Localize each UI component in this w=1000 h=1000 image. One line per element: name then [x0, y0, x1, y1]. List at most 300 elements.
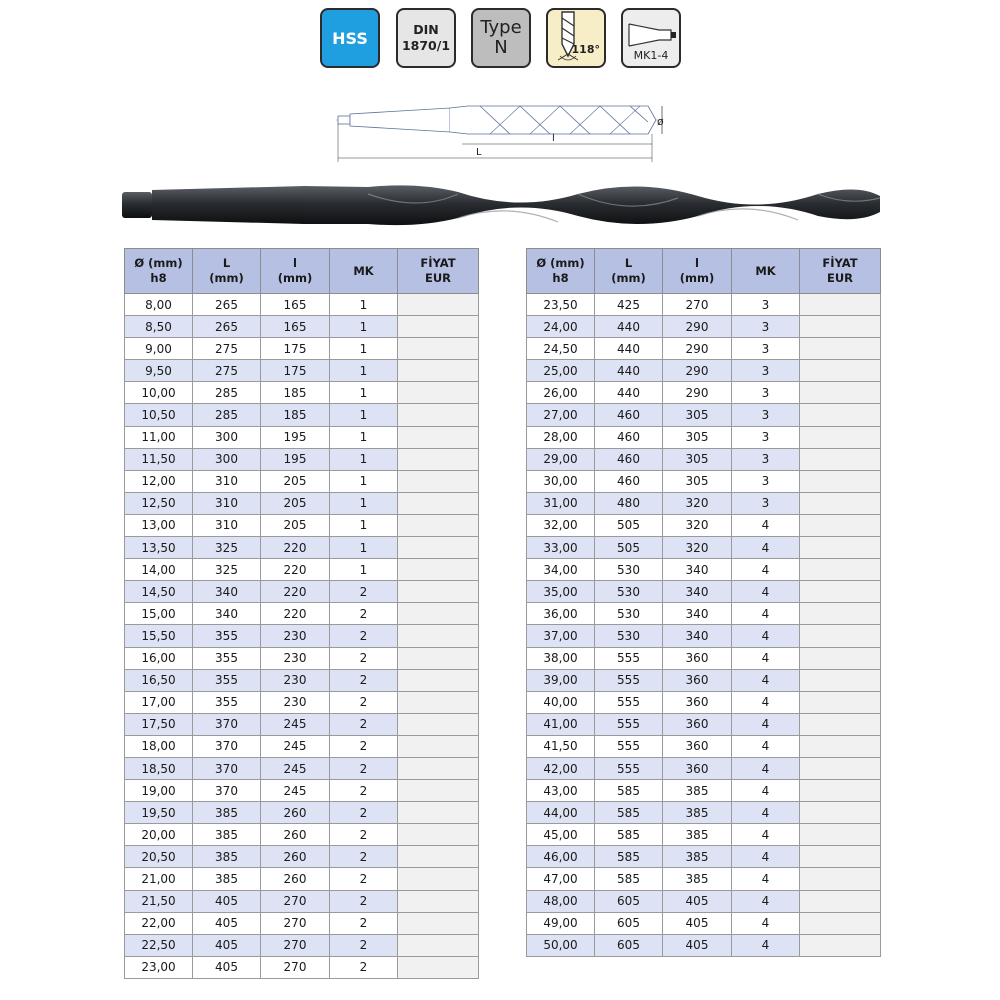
- table-row: [527, 868, 881, 890]
- cell-diameter: 27,00: [527, 404, 595, 426]
- cell-mk: 3: [732, 338, 800, 360]
- table-row: [125, 448, 479, 470]
- cell-price: [398, 382, 479, 404]
- cell-mk: 2: [330, 846, 398, 868]
- cell-mk: 2: [330, 647, 398, 669]
- cell-price: [800, 625, 881, 647]
- header-price: FİYAT EUR: [800, 249, 881, 294]
- cell-diameter: 31,00: [527, 492, 595, 514]
- cell-flute-length: 385: [663, 780, 732, 802]
- cell-price: [800, 757, 881, 779]
- cell-mk: 2: [330, 757, 398, 779]
- header-diameter: Ø (mm) h8: [125, 249, 193, 294]
- cell-flute-length: 290: [663, 316, 732, 338]
- cell-diameter: 21,00: [125, 868, 193, 890]
- cell-overall-length: 385: [193, 846, 261, 868]
- spec-table-right: [526, 248, 881, 957]
- table-row: [527, 426, 881, 448]
- cell-overall-length: 370: [193, 735, 261, 757]
- table-row: [125, 559, 479, 581]
- cell-price: [398, 316, 479, 338]
- table-row: [125, 470, 479, 492]
- cell-flute-length: 205: [261, 492, 330, 514]
- cell-overall-length: 530: [595, 625, 663, 647]
- cell-overall-length: 405: [193, 912, 261, 934]
- cell-flute-length: 220: [261, 537, 330, 559]
- cell-diameter: 18,00: [125, 735, 193, 757]
- drill-photo: [118, 182, 888, 230]
- cell-flute-length: 340: [663, 625, 732, 647]
- cell-diameter: 9,00: [125, 338, 193, 360]
- cell-flute-length: 360: [663, 757, 732, 779]
- table-row: [527, 669, 881, 691]
- table-row: [125, 492, 479, 514]
- table-row: [125, 426, 479, 448]
- table-row: [527, 912, 881, 934]
- cell-flute-length: 360: [663, 647, 732, 669]
- table-row: [125, 713, 479, 735]
- cell-overall-length: 480: [595, 492, 663, 514]
- cell-mk: 3: [732, 448, 800, 470]
- cell-mk: 1: [330, 316, 398, 338]
- cell-overall-length: 300: [193, 448, 261, 470]
- cell-overall-length: 460: [595, 470, 663, 492]
- cell-flute-length: 270: [261, 912, 330, 934]
- cell-mk: 2: [330, 912, 398, 934]
- cell-flute-length: 305: [663, 426, 732, 448]
- cell-mk: 4: [732, 537, 800, 559]
- cell-diameter: 21,50: [125, 890, 193, 912]
- cell-flute-length: 185: [261, 382, 330, 404]
- cell-price: [398, 735, 479, 757]
- cell-price: [800, 294, 881, 316]
- cell-mk: 1: [330, 492, 398, 514]
- cell-diameter: 15,50: [125, 625, 193, 647]
- cell-price: [800, 824, 881, 846]
- cell-flute-length: 340: [663, 603, 732, 625]
- cell-overall-length: 530: [595, 603, 663, 625]
- spec-table-left: [124, 248, 479, 979]
- cell-diameter: 14,50: [125, 581, 193, 603]
- cell-flute-length: 195: [261, 426, 330, 448]
- cell-overall-length: 530: [595, 559, 663, 581]
- cell-diameter: 32,00: [527, 514, 595, 536]
- cell-price: [398, 757, 479, 779]
- header-flute-length: l (mm): [663, 249, 732, 294]
- cell-mk: 3: [732, 426, 800, 448]
- din-label-line2: 1870/1: [401, 38, 451, 53]
- cell-price: [398, 338, 479, 360]
- cell-flute-length: 290: [663, 382, 732, 404]
- cell-mk: 3: [732, 360, 800, 382]
- cell-diameter: 44,00: [527, 802, 595, 824]
- cell-diameter: 35,00: [527, 581, 595, 603]
- cell-price: [800, 581, 881, 603]
- cell-flute-length: 165: [261, 294, 330, 316]
- table-row: [527, 757, 881, 779]
- type-label-line1: Type: [480, 17, 522, 38]
- cell-overall-length: 505: [595, 537, 663, 559]
- cell-diameter: 22,00: [125, 912, 193, 934]
- header-flute-length: l (mm): [261, 249, 330, 294]
- cell-mk: 2: [330, 735, 398, 757]
- table-row: [527, 514, 881, 536]
- cell-price: [800, 470, 881, 492]
- cell-diameter: 23,00: [125, 956, 193, 978]
- cell-mk: 4: [732, 824, 800, 846]
- cell-mk: 1: [330, 470, 398, 492]
- table-row: [125, 912, 479, 934]
- cell-price: [398, 625, 479, 647]
- cell-mk: 1: [330, 338, 398, 360]
- cell-overall-length: 460: [595, 448, 663, 470]
- cell-price: [800, 382, 881, 404]
- cell-mk: 3: [732, 294, 800, 316]
- cell-overall-length: 440: [595, 338, 663, 360]
- cell-diameter: 49,00: [527, 912, 595, 934]
- cell-overall-length: 355: [193, 669, 261, 691]
- cell-overall-length: 265: [193, 316, 261, 338]
- cell-overall-length: 405: [193, 934, 261, 956]
- cell-mk: 4: [732, 890, 800, 912]
- table-row: [125, 780, 479, 802]
- cell-diameter: 37,00: [527, 625, 595, 647]
- cell-mk: 2: [330, 780, 398, 802]
- cell-diameter: 19,50: [125, 802, 193, 824]
- table-row: [125, 316, 479, 338]
- cell-diameter: 8,50: [125, 316, 193, 338]
- header-overall-length: L (mm): [595, 249, 663, 294]
- cell-flute-length: 270: [261, 890, 330, 912]
- cell-diameter: 20,00: [125, 824, 193, 846]
- cell-overall-length: 385: [193, 802, 261, 824]
- cell-flute-length: 340: [663, 559, 732, 581]
- cell-mk: 2: [330, 669, 398, 691]
- cell-flute-length: 260: [261, 824, 330, 846]
- cell-overall-length: 555: [595, 669, 663, 691]
- cell-price: [800, 537, 881, 559]
- table-row: [527, 470, 881, 492]
- cell-mk: 4: [732, 691, 800, 713]
- cell-diameter: 41,50: [527, 735, 595, 757]
- cell-diameter: 19,00: [125, 780, 193, 802]
- cell-price: [398, 448, 479, 470]
- cell-price: [800, 492, 881, 514]
- cell-diameter: 12,50: [125, 492, 193, 514]
- cell-price: [398, 934, 479, 956]
- overall-length-label: L: [476, 147, 482, 158]
- cell-overall-length: 310: [193, 492, 261, 514]
- table-row: [125, 956, 479, 978]
- cell-mk: 1: [330, 426, 398, 448]
- table-row: [527, 382, 881, 404]
- cell-diameter: 18,50: [125, 757, 193, 779]
- cell-overall-length: 370: [193, 713, 261, 735]
- cell-flute-length: 230: [261, 647, 330, 669]
- cell-overall-length: 440: [595, 382, 663, 404]
- cell-diameter: 15,00: [125, 603, 193, 625]
- taper-badge: [621, 8, 681, 68]
- cell-diameter: 36,00: [527, 603, 595, 625]
- header-diameter: Ø (mm) h8: [527, 249, 595, 294]
- cell-flute-length: 385: [663, 824, 732, 846]
- din-badge: [396, 8, 456, 68]
- cell-mk: 4: [732, 780, 800, 802]
- cell-price: [800, 912, 881, 934]
- cell-flute-length: 385: [663, 802, 732, 824]
- cell-flute-length: 245: [261, 757, 330, 779]
- cell-overall-length: 440: [595, 316, 663, 338]
- cell-mk: 3: [732, 404, 800, 426]
- tip-angle-label: 118°: [571, 43, 600, 56]
- cell-diameter: 8,00: [125, 294, 193, 316]
- cell-price: [398, 603, 479, 625]
- cell-flute-length: 360: [663, 735, 732, 757]
- cell-overall-length: 555: [595, 647, 663, 669]
- table-row: [527, 338, 881, 360]
- cell-overall-length: 585: [595, 780, 663, 802]
- cell-price: [398, 691, 479, 713]
- table-header-row: [125, 249, 479, 294]
- cell-flute-length: 230: [261, 691, 330, 713]
- cell-diameter: 28,00: [527, 426, 595, 448]
- table-row: [125, 735, 479, 757]
- table-row: [527, 890, 881, 912]
- cell-diameter: 11,00: [125, 426, 193, 448]
- cell-flute-length: 220: [261, 603, 330, 625]
- cell-diameter: 43,00: [527, 780, 595, 802]
- cell-price: [398, 294, 479, 316]
- cell-mk: 2: [330, 956, 398, 978]
- cell-flute-length: 245: [261, 780, 330, 802]
- flute-length-label: l: [552, 133, 555, 144]
- header-mk: MK: [732, 249, 800, 294]
- cell-price: [800, 316, 881, 338]
- cell-diameter: 9,50: [125, 360, 193, 382]
- cell-overall-length: 355: [193, 647, 261, 669]
- cell-price: [800, 647, 881, 669]
- cell-price: [800, 338, 881, 360]
- cell-price: [800, 934, 881, 956]
- cell-price: [800, 780, 881, 802]
- table-row: [527, 448, 881, 470]
- cell-diameter: 16,00: [125, 647, 193, 669]
- cell-mk: 4: [732, 647, 800, 669]
- cell-flute-length: 205: [261, 470, 330, 492]
- cell-price: [398, 559, 479, 581]
- cell-flute-length: 290: [663, 360, 732, 382]
- cell-mk: 4: [732, 669, 800, 691]
- table-row: [527, 559, 881, 581]
- cell-price: [800, 603, 881, 625]
- cell-mk: 2: [330, 603, 398, 625]
- cell-mk: 2: [330, 625, 398, 647]
- cell-overall-length: 585: [595, 868, 663, 890]
- cell-flute-length: 385: [663, 846, 732, 868]
- cell-price: [800, 846, 881, 868]
- table-row: [527, 360, 881, 382]
- table-row: [125, 382, 479, 404]
- cell-mk: 4: [732, 868, 800, 890]
- table-row: [527, 802, 881, 824]
- type-badge: [471, 8, 531, 68]
- cell-diameter: 24,00: [527, 316, 595, 338]
- cell-mk: 1: [330, 559, 398, 581]
- cell-price: [398, 890, 479, 912]
- cell-price: [398, 470, 479, 492]
- cell-diameter: 42,00: [527, 757, 595, 779]
- type-label-line2: N: [494, 37, 508, 58]
- cell-flute-length: 220: [261, 581, 330, 603]
- cell-flute-length: 290: [663, 338, 732, 360]
- table-row: [527, 780, 881, 802]
- cell-flute-length: 185: [261, 404, 330, 426]
- cell-overall-length: 325: [193, 537, 261, 559]
- cell-price: [398, 713, 479, 735]
- cell-overall-length: 605: [595, 934, 663, 956]
- cell-price: [800, 514, 881, 536]
- table-row: [125, 934, 479, 956]
- cell-flute-length: 165: [261, 316, 330, 338]
- cell-flute-length: 305: [663, 470, 732, 492]
- header-price: FİYAT EUR: [398, 249, 479, 294]
- cell-flute-length: 245: [261, 713, 330, 735]
- table-row: [125, 647, 479, 669]
- cell-flute-length: 270: [261, 956, 330, 978]
- cell-overall-length: 405: [193, 956, 261, 978]
- table-row: [125, 868, 479, 890]
- cell-mk: 2: [330, 934, 398, 956]
- cell-diameter: 45,00: [527, 824, 595, 846]
- drill-tip-angle-icon: [548, 10, 604, 66]
- cell-overall-length: 275: [193, 360, 261, 382]
- cell-diameter: 20,50: [125, 846, 193, 868]
- cell-overall-length: 385: [193, 824, 261, 846]
- cell-price: [398, 647, 479, 669]
- cell-mk: 4: [732, 934, 800, 956]
- cell-overall-length: 310: [193, 470, 261, 492]
- cell-overall-length: 300: [193, 426, 261, 448]
- cell-mk: 1: [330, 294, 398, 316]
- cell-flute-length: 260: [261, 802, 330, 824]
- cell-overall-length: 555: [595, 757, 663, 779]
- cell-price: [800, 735, 881, 757]
- cell-overall-length: 285: [193, 382, 261, 404]
- cell-overall-length: 460: [595, 426, 663, 448]
- table-row: [527, 735, 881, 757]
- cell-diameter: 16,50: [125, 669, 193, 691]
- cell-flute-length: 320: [663, 514, 732, 536]
- cell-mk: 4: [732, 912, 800, 934]
- table-row: [125, 669, 479, 691]
- cell-mk: 3: [732, 470, 800, 492]
- table-row: [527, 691, 881, 713]
- cell-flute-length: 230: [261, 669, 330, 691]
- cell-overall-length: 405: [193, 890, 261, 912]
- cell-overall-length: 555: [595, 735, 663, 757]
- cell-overall-length: 585: [595, 824, 663, 846]
- cell-mk: 1: [330, 404, 398, 426]
- cell-flute-length: 175: [261, 360, 330, 382]
- cell-mk: 4: [732, 603, 800, 625]
- cell-overall-length: 340: [193, 581, 261, 603]
- cell-flute-length: 385: [663, 868, 732, 890]
- diameter-symbol: ø: [657, 115, 664, 128]
- cell-price: [398, 669, 479, 691]
- cell-diameter: 48,00: [527, 890, 595, 912]
- cell-flute-length: 320: [663, 492, 732, 514]
- cell-diameter: 17,00: [125, 691, 193, 713]
- cell-overall-length: 555: [595, 691, 663, 713]
- cell-price: [800, 868, 881, 890]
- table-row: [125, 846, 479, 868]
- cell-price: [800, 404, 881, 426]
- cell-price: [398, 802, 479, 824]
- table-row: [125, 691, 479, 713]
- cell-mk: 4: [732, 802, 800, 824]
- din-label-line1: DIN: [413, 22, 439, 37]
- cell-diameter: 34,00: [527, 559, 595, 581]
- cell-flute-length: 405: [663, 934, 732, 956]
- table-row: [125, 890, 479, 912]
- cell-flute-length: 340: [663, 581, 732, 603]
- cell-overall-length: 605: [595, 912, 663, 934]
- cell-flute-length: 220: [261, 559, 330, 581]
- cell-mk: 3: [732, 382, 800, 404]
- cell-overall-length: 440: [595, 360, 663, 382]
- cell-flute-length: 305: [663, 404, 732, 426]
- cell-diameter: 17,50: [125, 713, 193, 735]
- cell-flute-length: 260: [261, 868, 330, 890]
- cell-price: [800, 360, 881, 382]
- table-row: [125, 625, 479, 647]
- cell-flute-length: 260: [261, 846, 330, 868]
- cell-diameter: 46,00: [527, 846, 595, 868]
- cell-mk: 1: [330, 360, 398, 382]
- table-row: [527, 581, 881, 603]
- cell-price: [800, 890, 881, 912]
- table-row: [527, 647, 881, 669]
- cell-overall-length: 505: [595, 514, 663, 536]
- cell-price: [398, 404, 479, 426]
- cell-mk: 4: [732, 559, 800, 581]
- table-row: [527, 713, 881, 735]
- cell-overall-length: 310: [193, 514, 261, 536]
- cell-mk: 1: [330, 382, 398, 404]
- table-row: [125, 802, 479, 824]
- cell-diameter: 38,00: [527, 647, 595, 669]
- cell-flute-length: 270: [261, 934, 330, 956]
- cell-price: [398, 956, 479, 978]
- cell-mk: 4: [732, 625, 800, 647]
- cell-price: [398, 846, 479, 868]
- hss-badge: [320, 8, 380, 68]
- cell-price: [800, 426, 881, 448]
- cell-mk: 4: [732, 757, 800, 779]
- cell-flute-length: 205: [261, 514, 330, 536]
- table-row: [125, 514, 479, 536]
- cell-flute-length: 405: [663, 912, 732, 934]
- cell-flute-length: 360: [663, 691, 732, 713]
- cell-diameter: 22,50: [125, 934, 193, 956]
- cell-diameter: 26,00: [527, 382, 595, 404]
- cell-overall-length: 585: [595, 846, 663, 868]
- cell-overall-length: 285: [193, 404, 261, 426]
- cell-mk: 3: [732, 316, 800, 338]
- cell-overall-length: 340: [193, 603, 261, 625]
- cell-flute-length: 245: [261, 735, 330, 757]
- cell-overall-length: 385: [193, 868, 261, 890]
